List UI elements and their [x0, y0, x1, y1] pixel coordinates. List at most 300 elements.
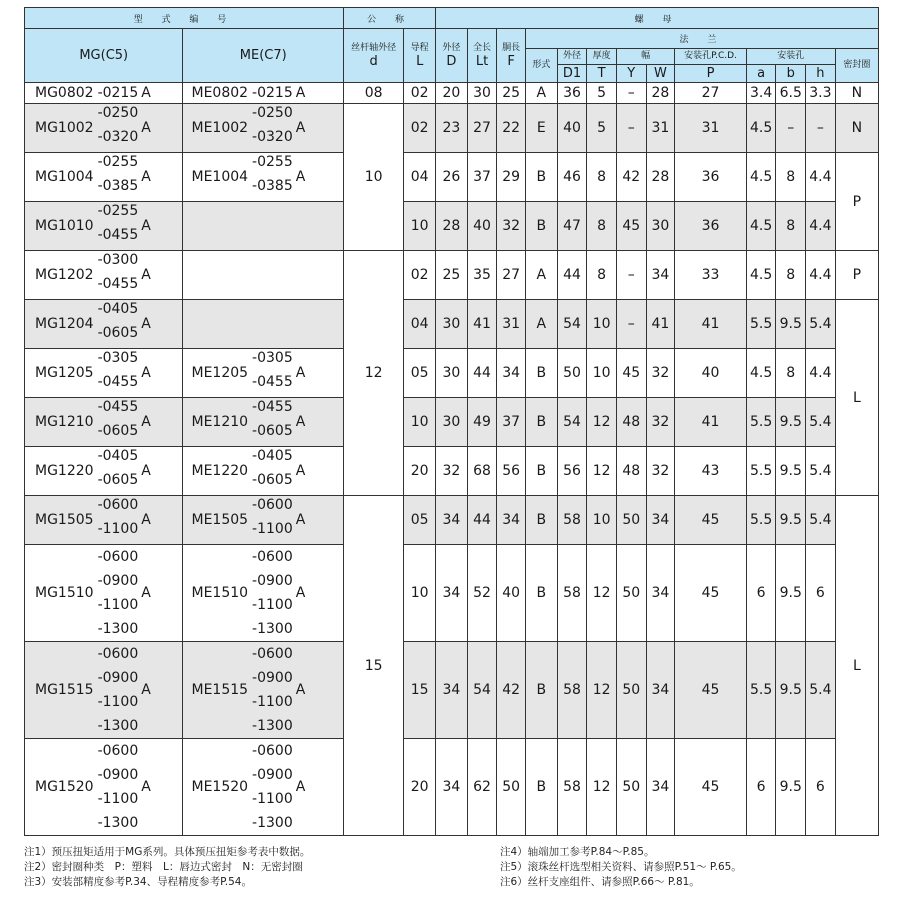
h-cell: 4.4	[806, 349, 836, 398]
seal-cell: N	[835, 104, 878, 153]
suffix-code: A	[295, 463, 306, 479]
suffix-code: A	[141, 218, 151, 234]
body-length-label: 胴長	[502, 42, 521, 53]
d1-cell: 58	[557, 545, 587, 642]
grade-stack	[98, 254, 139, 296]
grade-stack	[98, 205, 139, 247]
mg-model-cell	[25, 398, 183, 447]
y-cell: 50	[616, 545, 646, 642]
grade-stack	[98, 352, 139, 394]
suffix-code: A	[295, 779, 306, 795]
l-cell: 20	[404, 739, 436, 836]
me-model-cell	[183, 251, 344, 300]
p-cell: 45	[675, 545, 747, 642]
p-cell: 27	[675, 83, 747, 104]
d1-cell: 47	[557, 202, 587, 251]
note-4: 注4）轴端加工参考P.84～P.85。	[500, 846, 655, 858]
mg-model-cell	[25, 202, 183, 251]
h-cell: 5.4	[806, 642, 836, 739]
suffix-code: A	[141, 267, 151, 283]
lead-header	[404, 29, 436, 83]
grade-code: -0600	[252, 646, 293, 662]
grade-code: -0255	[252, 154, 293, 170]
suffix-code: A	[295, 169, 306, 185]
grade-code: -1300	[252, 815, 293, 831]
y-cell: 42	[616, 153, 646, 202]
suffix-code: A	[141, 365, 151, 381]
me-model-cell	[183, 545, 344, 642]
table-row	[25, 545, 879, 642]
l-cell: 05	[404, 496, 436, 545]
model-number: ME1515	[191, 682, 249, 698]
l-cell: 04	[404, 153, 436, 202]
grade-code: -1100	[252, 791, 293, 807]
grade-code: -0320	[252, 129, 293, 145]
t-cell: 5	[587, 104, 617, 153]
f-cell: 56	[497, 447, 526, 496]
form-cell: E	[525, 104, 557, 153]
b-cell: 8	[776, 153, 806, 202]
suffix-code: A	[141, 85, 151, 101]
d1-cell: 58	[557, 496, 587, 545]
b-cell: 9.5	[776, 496, 806, 545]
pcd-symbol: P	[675, 65, 747, 83]
grade-code: -0900	[252, 670, 293, 686]
l-cell: 05	[404, 349, 436, 398]
shaft-od-label: 丝杆轴外径	[351, 42, 397, 53]
model-number: MG1204	[35, 316, 94, 332]
suffix-code: A	[141, 120, 151, 136]
h-cell: 5.4	[806, 496, 836, 545]
suffix-code: A	[295, 585, 306, 601]
d-cell: 26	[436, 153, 468, 202]
p-cell: 36	[675, 202, 747, 251]
a-cell: 4.5	[746, 251, 776, 300]
b-cell: 9.5	[776, 739, 806, 836]
nut-od-symbol: D	[446, 53, 457, 69]
note-5: 注5）滚珠丝杆选型相关资料、请参照P.51～ P.65。	[500, 861, 742, 873]
grade-code: -0215	[252, 85, 293, 101]
grade-stack	[252, 352, 293, 394]
d-cell: 28	[436, 202, 468, 251]
d-cell: 32	[436, 447, 468, 496]
d1-cell: 56	[557, 447, 587, 496]
grade-code: -0250	[252, 105, 293, 121]
hole-b-symbol: b	[776, 65, 806, 83]
body-length-header	[497, 29, 526, 83]
y-cell: 48	[616, 398, 646, 447]
grade-code: -0455	[97, 399, 139, 415]
w-cell: 31	[646, 104, 675, 153]
thickness-symbol: T	[587, 65, 617, 83]
suffix-code: A	[141, 682, 151, 698]
b-cell: –	[776, 104, 806, 153]
a-cell: 4.5	[746, 153, 776, 202]
h-cell: 5.4	[806, 300, 836, 349]
suffix-code: A	[295, 120, 306, 136]
p-cell: 40	[675, 349, 747, 398]
w-cell: 34	[646, 739, 675, 836]
seal-header: 密封圈	[835, 49, 878, 83]
grade-code: -0600	[252, 549, 293, 565]
table-row	[25, 447, 879, 496]
grade-code: -0455	[252, 374, 293, 390]
grade-stack	[252, 450, 293, 492]
model-number: MG1210	[35, 414, 94, 430]
d1-cell: 46	[557, 153, 587, 202]
lt-cell: 62	[467, 739, 497, 836]
d-cell: 30	[436, 349, 468, 398]
y-cell: –	[616, 251, 646, 300]
grade-code: -0600	[97, 743, 139, 759]
a-cell: 5.5	[746, 398, 776, 447]
grade-code: -0405	[252, 448, 293, 464]
model-number: ME1505	[191, 512, 249, 528]
notes-right	[500, 845, 742, 890]
t-cell: 8	[587, 202, 617, 251]
y-cell: 50	[616, 496, 646, 545]
form-cell: A	[525, 300, 557, 349]
b-cell: 6.5	[776, 83, 806, 104]
shaft-od-symbol: d	[369, 53, 378, 69]
h-cell: 5.4	[806, 447, 836, 496]
suffix-code: A	[295, 365, 306, 381]
a-cell: 4.5	[746, 104, 776, 153]
t-cell: 12	[587, 739, 617, 836]
a-cell: 5.5	[746, 300, 776, 349]
l-cell: 02	[404, 251, 436, 300]
f-cell: 32	[497, 202, 526, 251]
a-cell: 5.5	[746, 642, 776, 739]
model-number: MG1004	[35, 169, 94, 185]
grade-stack	[252, 545, 293, 641]
d-cell: 25	[436, 251, 468, 300]
grade-code: -1100	[252, 694, 293, 710]
h-cell: 5.4	[806, 398, 836, 447]
b-cell: 9.5	[776, 642, 806, 739]
mg-model-cell	[25, 251, 183, 300]
mg-model-cell	[25, 83, 183, 104]
me-model-cell	[183, 300, 344, 349]
w-cell: 41	[646, 300, 675, 349]
table-row	[25, 349, 879, 398]
lead-label: 导程	[410, 42, 429, 53]
suffix-code: A	[295, 512, 306, 528]
mg-model-cell	[25, 447, 183, 496]
model-number: ME1520	[191, 779, 249, 795]
grade-code: -0600	[252, 497, 293, 513]
me-model-cell	[183, 642, 344, 739]
h-cell: 4.4	[806, 153, 836, 202]
grade-code: -0605	[252, 423, 293, 439]
grade-code: -0300	[97, 252, 139, 268]
d1-cell: 58	[557, 642, 587, 739]
y-cell: –	[616, 300, 646, 349]
model-number: ME1205	[191, 365, 249, 381]
seal-cell: L	[835, 496, 878, 836]
f-cell: 42	[497, 642, 526, 739]
grade-stack	[98, 303, 139, 345]
shaft-od-cell: 08	[344, 83, 404, 104]
y-cell: 45	[616, 202, 646, 251]
f-cell: 27	[497, 251, 526, 300]
form-cell: B	[525, 447, 557, 496]
grade-code: -1300	[252, 718, 293, 734]
w-cell: 34	[646, 251, 675, 300]
p-cell: 43	[675, 447, 747, 496]
hole-a-symbol: a	[746, 65, 776, 83]
grade-stack	[252, 401, 293, 443]
mount-hole-label: 安装孔	[746, 49, 835, 65]
w-cell: 30	[646, 202, 675, 251]
grade-code: -1100	[97, 791, 139, 807]
lt-cell: 49	[467, 398, 497, 447]
grade-code: -1100	[252, 597, 293, 613]
lt-cell: 44	[467, 496, 497, 545]
length-label: 全长	[473, 42, 492, 53]
grade-code: -1100	[252, 521, 293, 537]
w-cell: 32	[646, 398, 675, 447]
p-cell: 31	[675, 104, 747, 153]
note-6: 注6）丝杆支座组件、请参照P.66～ P.81。	[500, 876, 700, 888]
w-cell: 28	[646, 153, 675, 202]
grade-code: -1300	[97, 718, 139, 734]
form-cell: B	[525, 202, 557, 251]
f-cell: 29	[497, 153, 526, 202]
grade-stack	[98, 401, 139, 443]
me-model-cell	[183, 447, 344, 496]
form-header: 形式	[525, 49, 557, 83]
b-cell: 9.5	[776, 398, 806, 447]
h-cell: 6	[806, 739, 836, 836]
grade-stack	[98, 499, 139, 541]
grade-code: -0605	[97, 325, 139, 341]
model-number: MG1515	[35, 682, 94, 698]
note-3: 注3）安装部精度参考P.34、导程精度参考P.54。	[24, 876, 252, 888]
hole-h-symbol: h	[806, 65, 836, 83]
model-number: MG1205	[35, 365, 94, 381]
grade-code: -1300	[97, 621, 139, 637]
grade-code: -0305	[97, 350, 139, 366]
nominal-group-header: 公 称	[344, 8, 436, 29]
d-cell: 34	[436, 496, 468, 545]
width-label: 幅	[616, 49, 674, 65]
mg-model-cell	[25, 739, 183, 836]
suffix-code: A	[141, 512, 151, 528]
shaft-od-cell: 15	[344, 496, 404, 836]
me-model-cell	[183, 739, 344, 836]
grade-code: -0900	[97, 670, 139, 686]
f-cell: 25	[497, 83, 526, 104]
grade-code: -0255	[97, 203, 139, 219]
form-cell: A	[525, 83, 557, 104]
p-cell: 33	[675, 251, 747, 300]
b-cell: 9.5	[776, 300, 806, 349]
grade-stack	[98, 545, 139, 641]
thickness-label: 厚度	[587, 49, 617, 65]
grade-code: -0605	[97, 423, 139, 439]
grade-code: -0320	[97, 129, 139, 145]
t-cell: 10	[587, 300, 617, 349]
lt-cell: 54	[467, 642, 497, 739]
grade-code: -0455	[97, 374, 139, 390]
lt-cell: 35	[467, 251, 497, 300]
suffix-code: A	[141, 316, 151, 332]
grade-stack	[252, 739, 293, 835]
b-cell: 9.5	[776, 447, 806, 496]
h-cell: 3.3	[806, 83, 836, 104]
model-number: MG1520	[35, 779, 94, 795]
y-cell: –	[616, 104, 646, 153]
shaft-od-cell: 12	[344, 251, 404, 496]
t-cell: 8	[587, 153, 617, 202]
grade-code: -0405	[97, 301, 139, 317]
a-cell: 4.5	[746, 202, 776, 251]
grade-code: -0605	[97, 472, 139, 488]
table-row	[25, 104, 879, 153]
form-cell: B	[525, 153, 557, 202]
grade-code: -0900	[97, 573, 139, 589]
l-cell: 04	[404, 300, 436, 349]
pcd-label: 安装孔P.C.D.	[675, 49, 747, 65]
flange-od-symbol: D1	[557, 65, 587, 83]
grade-code: -0305	[252, 350, 293, 366]
suffix-code: A	[141, 463, 151, 479]
grade-code: -0900	[252, 767, 293, 783]
spec-table	[24, 7, 879, 836]
grade-code: -1100	[97, 694, 139, 710]
grade-code: -0455	[97, 227, 139, 243]
suffix-code: A	[141, 414, 151, 430]
y-cell: 50	[616, 642, 646, 739]
d1-cell: 44	[557, 251, 587, 300]
lt-cell: 41	[467, 300, 497, 349]
grade-stack	[98, 739, 139, 835]
w-cell: 28	[646, 83, 675, 104]
f-cell: 50	[497, 739, 526, 836]
flange-od-label: 外径	[557, 49, 587, 65]
suffix-code: A	[141, 169, 151, 185]
a-cell: 5.5	[746, 447, 776, 496]
t-cell: 12	[587, 398, 617, 447]
suffix-code: A	[141, 779, 151, 795]
flange-group-header: 法 兰	[525, 29, 878, 49]
grade-code: -0385	[97, 178, 139, 194]
p-cell: 41	[675, 300, 747, 349]
form-cell: B	[525, 642, 557, 739]
form-cell: A	[525, 251, 557, 300]
l-cell: 10	[404, 398, 436, 447]
me-model-cell	[183, 398, 344, 447]
grade-code: -0405	[97, 448, 139, 464]
mg-model-cell	[25, 300, 183, 349]
grade-code: -0215	[97, 85, 139, 101]
table-row	[25, 153, 879, 202]
lt-cell: 52	[467, 545, 497, 642]
width-w-symbol: W	[646, 65, 675, 83]
d-cell: 30	[436, 398, 468, 447]
t-cell: 12	[587, 447, 617, 496]
d-cell: 30	[436, 300, 468, 349]
grade-stack	[252, 85, 293, 101]
f-cell: 37	[497, 398, 526, 447]
suffix-code: A	[295, 85, 306, 101]
l-cell: 02	[404, 83, 436, 104]
grade-code: -0250	[97, 105, 139, 121]
l-cell: 20	[404, 447, 436, 496]
d-cell: 34	[436, 642, 468, 739]
w-cell: 34	[646, 545, 675, 642]
me-model-cell	[183, 83, 344, 104]
table-row	[25, 83, 879, 104]
nut-od-label: 外径	[442, 42, 461, 53]
d-cell: 34	[436, 545, 468, 642]
grade-code: -0385	[252, 178, 293, 194]
w-cell: 32	[646, 447, 675, 496]
w-cell: 34	[646, 496, 675, 545]
suffix-code: A	[295, 414, 306, 430]
h-cell: 4.4	[806, 251, 836, 300]
lt-cell: 30	[467, 83, 497, 104]
table-row	[25, 739, 879, 836]
lt-cell: 27	[467, 104, 497, 153]
model-number: MG1202	[35, 267, 94, 283]
suffix-code: A	[295, 682, 306, 698]
lt-cell: 68	[467, 447, 497, 496]
length-symbol: Lt	[475, 53, 489, 69]
d1-cell: 36	[557, 83, 587, 104]
grade-stack	[98, 156, 139, 198]
model-number: MG1220	[35, 463, 94, 479]
grade-code: -0900	[252, 573, 293, 589]
model-number: ME1002	[191, 120, 249, 136]
table-row	[25, 642, 879, 739]
d1-cell: 54	[557, 300, 587, 349]
grade-code: -1100	[97, 597, 139, 613]
p-cell: 45	[675, 642, 747, 739]
w-cell: 32	[646, 349, 675, 398]
grade-code: -0600	[252, 743, 293, 759]
grade-code: -1100	[97, 521, 139, 537]
b-cell: 8	[776, 349, 806, 398]
grade-code: -0900	[97, 767, 139, 783]
table-row	[25, 300, 879, 349]
table-row	[25, 202, 879, 251]
t-cell: 5	[587, 83, 617, 104]
me-model-cell	[183, 496, 344, 545]
grade-code: -0455	[252, 399, 293, 415]
a-cell: 4.5	[746, 349, 776, 398]
a-cell: 3.4	[746, 83, 776, 104]
nut-group-header: 螺 母	[436, 8, 879, 29]
d1-cell: 58	[557, 739, 587, 836]
mg-model-cell	[25, 153, 183, 202]
seal-cell: L	[835, 300, 878, 496]
grade-stack	[252, 642, 293, 738]
mg-model-cell	[25, 496, 183, 545]
lt-cell: 37	[467, 153, 497, 202]
model-number: ME1210	[191, 414, 249, 430]
p-cell: 45	[675, 739, 747, 836]
f-cell: 34	[497, 349, 526, 398]
grade-stack	[252, 499, 293, 541]
t-cell: 12	[587, 642, 617, 739]
form-cell: B	[525, 739, 557, 836]
y-cell: 50	[616, 739, 646, 836]
y-cell: –	[616, 83, 646, 104]
t-cell: 10	[587, 496, 617, 545]
model-number: ME1004	[191, 169, 249, 185]
